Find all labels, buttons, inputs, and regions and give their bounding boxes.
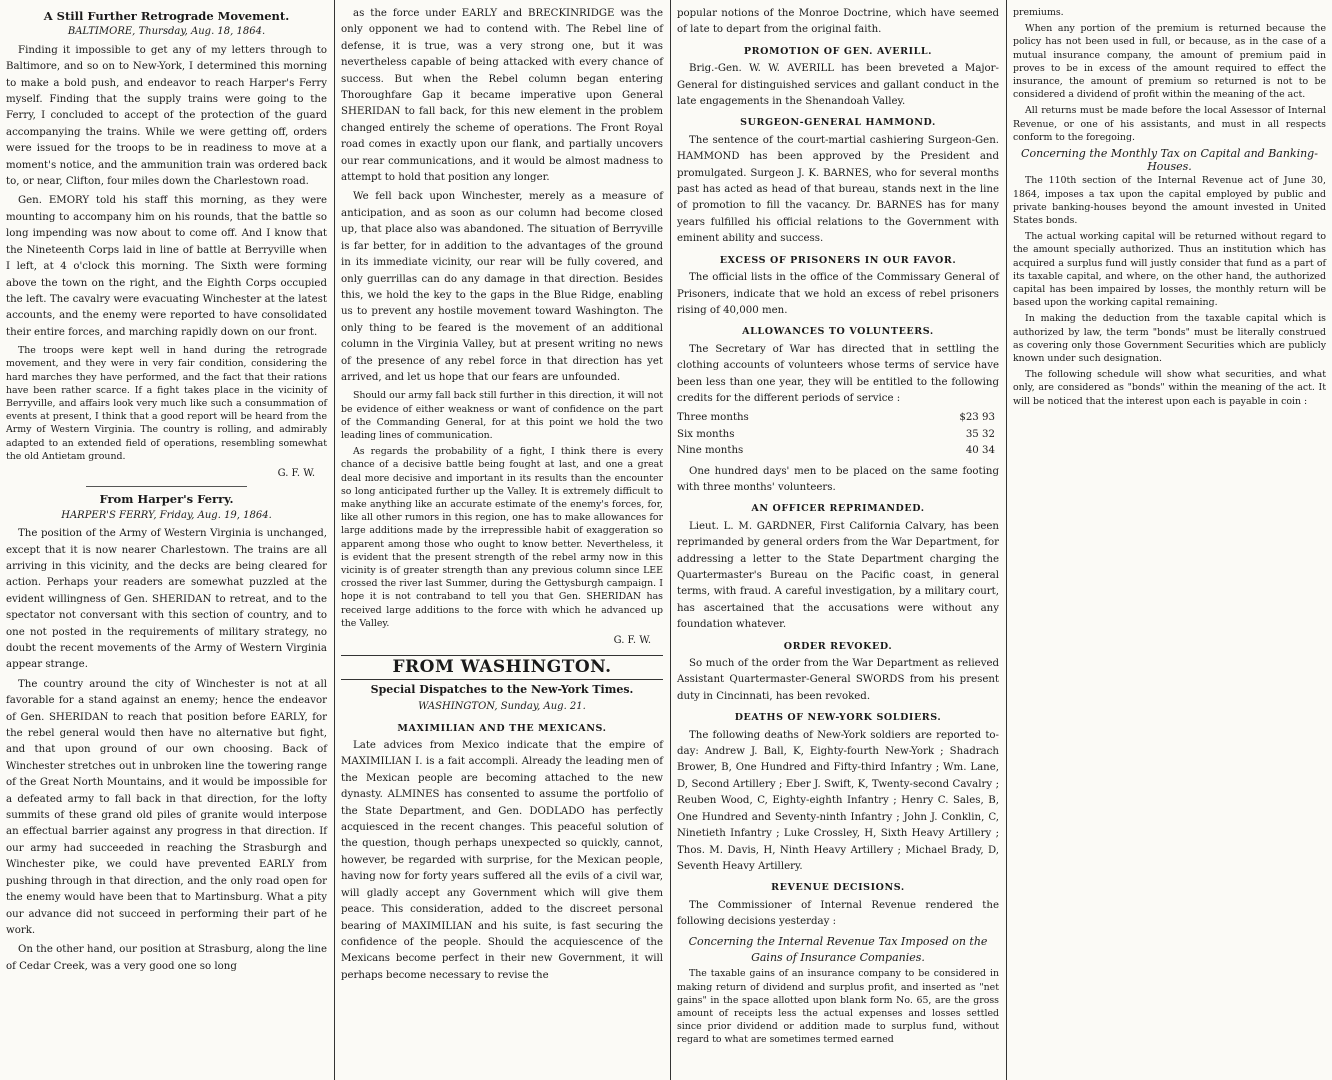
article-headline-retrograde: A Still Further Retrograde Movement. (43, 9, 290, 23)
section-headline-from-washington: FROM WASHINGTON. (341, 655, 663, 679)
paragraph: popular notions of the Monroe Doctrine, which have seemed of late to depart from the original faith. (677, 8, 999, 36)
paragraph: Finding it impossible to get any of my letters through to Baltimore, and so on to New-York, I determined this morning to make a bold push, and endeavor to reach Harper's Ferry myself. Finding that the supply trains were going to the Ferry, I concluded to accept of the protection of the guard accompanying the trains. While we were getting off, orders were issued for the troops to be in readiness to move at a moment's notice, and the ammunition train was ordered back to, or near, Clifton, four miles down the Charlestown road. (6, 44, 327, 188)
column-1 (0, 0, 333, 1080)
dateline-washington: WASHINGTON, Sunday, Aug. 21. (418, 701, 586, 713)
paragraph: Late advices from Mexico indicate that the empire of MAXIMILIAN I. is a fait accompli. Already the leading men of the Mexican people are becoming attached to the new dynasty. ALMINES has consented to assume the portfolio of the State Department, and Gen. DODLADO has perfectly acquiesced in the recent changes. This peaceful solution of the question, though perhaps unexpected so quickly, cannot, however, be regarded with surprise, for the Mexican people, having now for forty years suffered all the evils of a civil war, will gladly accept any Government which will give them peace. This consideration, added to the discreet personal bearing of MAXIMILIAN and his suite, is fast securing the confidence of the people. Should the acquiescence of the Mexicans become perfect in their new Government, it will perhaps become necessary to revise the (341, 740, 663, 981)
paragraph: The position of the Army of Western Virginia is unchanged, except that it is now nearer Charlestown. The trains are all arriving in this vicinity, and the decks are being cleared for action. Perhaps your readers are somewhat puzzled at the evident willingness of Gen. SHERIDAN to retreat, and to the spectator not conversant with this section of country, and to one not posted in the requirements of military strategy, no doubt the recent movements of the Army of Western Virginia appear strange. (6, 528, 327, 671)
signature: G. F. W. (277, 467, 315, 479)
rate-label: Three months (677, 412, 749, 424)
paragraph: As regards the probability of a fight, I think there is every chance of a decisive battle being fought at last, and one a great deal more decisive and important in its results than the encounter so long anticipated further up the Valley. It is extremely difficult to make anything like an accurate estimate of the enemy's forces, for, like all other rumors in this region, one has to make allowances for large additions made by the irrepressible habit of exaggeration so apparent among those who ought to know better. Nevertheless, it is evident that the present strength of the rebel army now in this vicinity is of greater strength than any previous column since LEE crossed the river last Summer, during the Gettysburgh campaign. I hope it is not contraband to tell you that Gen. SHERIDAN has received large additions to the force with which he advanced up the Valley. (341, 446, 663, 629)
paragraph: The sentence of the court-martial cashiering Surgeon-Gen. HAMMOND has been approved by the President and promulgated. Surgeon J. K. BARNES, who for several months past has acted as head of that bureau, stands next in the line of promotion to fill the vacancy. Dr. BARNES has for many years fulfilled his official relations to the Government with eminent ability and success. (677, 134, 999, 245)
section-head-reprimanded: AN OFFICER REPRIMANDED. (751, 503, 925, 515)
rate-label: Nine months (677, 445, 744, 457)
section-head-hammond: SURGEON-GENERAL HAMMOND. (740, 117, 936, 129)
paragraph: All returns must be made before the local Assessor of Internal Revenue, or one of his assistants, and must in all respects conform to the foregoing. (1013, 105, 1326, 143)
paragraph: The country around the city of Winchester is not at all favorable for a stand against an enemy; hence the endeavor of Gen. SHERIDAN to reach that position before EARLY, for the rebel general would then have no alternative but fight, and that upon ground of our own choosing. Back of Winchester stretches out in unbroken line the towering range of the Great North Mountains, and it would be impossible for a defeated army to fall back in that direction, for the lofty summits of these grand old piles of granite would interpose an effectual barrier against any progress in that direction. If our army had succeeded in reaching the Strasburgh and Winchester pike, we could have prevented EARLY from pushing through in that direction, and the only road open for the enemy would have been that to Martinsburg. What a pity our advance did not succeed in performing their part of he work. (6, 678, 327, 936)
paragraph: premiums. (1013, 7, 1064, 18)
section-head-maximilian: MAXIMILIAN AND THE MEXICANS. (397, 722, 607, 734)
rate-row (677, 443, 999, 459)
paragraph: The Secretary of War has directed that in settling the clothing accounts of volunteers whose terms of service have been less than one year, they will be entitled to the following credits for the different periods of service : (677, 343, 999, 404)
paragraph: The official lists in the office of the Commissary General of Prisoners, indicate that we hold an excess of rebel prisoners rising of 40,000 men. (677, 272, 999, 316)
rate-row (677, 410, 999, 426)
allowance-rates-list (677, 410, 999, 459)
divider (86, 486, 247, 487)
paragraph: Should our army fall back still further in this direction, it will not be evidence of either weakness or want of confidence on the part of the Commanding General, for at this point we hold the two leading lines of communication. (341, 390, 663, 441)
dateline-baltimore: BALTIMORE, Thursday, Aug. 18, 1864. (67, 26, 266, 38)
paragraph: The Commissioner of Internal Revenue rendered the following decisions yesterday : (677, 899, 999, 928)
paragraph: The following schedule will show what securities, and what only, are considered as "bonds" within the meaning of the act. It will be noticed that the interest upon each is payable in coin : (1013, 369, 1326, 407)
paragraph: Brig.-Gen. W. W. AVERILL has been breveted a Major-General for distinguished services and gallant conduct in the late engagements in the Shenandoah Valley. (677, 63, 999, 108)
section-head-allowances: ALLOWANCES TO VOLUNTEERS. (742, 326, 934, 338)
section-head-order-revoked: ORDER REVOKED. (783, 640, 893, 652)
paragraph: as the force under EARLY and BRECKINRIDGE was the only opponent we had to contend with. The Rebel line of defense, it is true, was a very strong one, but it was nevertheless capable of being attacked with every chance of success. But when the Rebel column began entering Thoroughfare Gap it became imperative upon General SHERIDAN to fall back, for this new element in the problem changed entirely the scheme of operations. The Front Royal road comes in exactly upon our flank, and partially uncovers our rear communications, and it would be almost madness to attempt to hold that position any longer. (341, 8, 663, 184)
signature: G. F. W. (613, 635, 651, 646)
rate-row (677, 427, 999, 443)
paragraph: When any portion of the premium is returned because the policy has not been used in full, or because, as in the case of a mutual insurance company, the amount of premium paid in proves to be in excess of the amount required to effect the insurance, the amount of premium so returned is not to be considered a dividend of profit within the meaning of the act. (1013, 23, 1326, 101)
paragraph: The taxable gains of an insurance company to be considered in making return of dividend and surplus profit, and inserted as "net gains" in the space allotted upon blank form No. 65, are the gross amount of receipts less the actual expenses and losses settled since prior dividend or addition made to surplus fund, without regard to what are sometimes termed earned (677, 968, 999, 1046)
rate-label: Six months (677, 428, 735, 440)
column-2 (335, 0, 669, 1080)
paragraph: We fell back upon Winchester, merely as a measure of anticipation, and as soon as our column had become closed up, that place also was abandoned. The situation of Berryville is far better, for in addition to the advantages of the ground in its immediate vicinity, our rear will be fully covered, and only guerrillas can do any damage in that direction. Besides this, we hold the key to the gaps in the Blue Ridge, enabling us to prevent any hostile movement toward Washington. The only thing to be feared is the movement of an additional column in the Virginia Valley, but at present writing no news of the presence of any rebel force in that direction has yet arrived, and let us hope that our fears are unfounded. (341, 191, 663, 383)
paragraph: In making the deduction from the taxable capital which is authorized by law, the term "bonds" must be literally construed as covering only those Government Securities which are publicly known under such designation. (1013, 313, 1326, 365)
section-head-averill: PROMOTION OF GEN. AVERILL. (743, 45, 933, 57)
italic-subhead-monthly-tax: Concerning the Monthly Tax on Capital and Banking-Houses. (1021, 147, 1318, 174)
dateline-harpers-ferry: HARPER'S FERRY, Friday, Aug. 19, 1864. (61, 509, 272, 521)
subheadline-special-dispatches: Special Dispatches to the New-York Times. (370, 682, 634, 696)
paragraph: So much of the order from the War Department as relieved Assistant Quartermaster-General SWORDS from his present duty in Cincinnati, has been revoked. (677, 658, 999, 702)
section-head-prisoners: EXCESS OF PRISONERS IN OUR FAVOR. (719, 254, 957, 266)
paragraph: On the other hand, our position at Strasburg, along the line of Cedar Creek, was a very good one so long (6, 944, 327, 972)
section-head-deaths: DEATHS OF NEW-YORK SOLDIERS. (734, 712, 942, 724)
paragraph: Gen. EMORY told his staff this morning, as they were mounting to accompany him on his rounds, that the battle so long impending was now about to come off. And I know that the Nineteenth Corps laid in line of battle at Berryville when I left, at 4 o'clock this morning. The Sixth were forming above the town on the right, and the Eighth Corps occupied the left. The cavalry were evacuating Winchester at the latest accounts, and the enemy were reported to have consolidated their entire forces, and marching rapidly down on our front. (6, 195, 327, 338)
paragraph: The troops were kept well in hand during the retrograde movement, and they were in very fair condition, considering the hard marches they have performed, and the fact that their rations have been rather scarce. If a fight takes place in the vicinity of Berryville, and affairs look very much like such a consummation of events at present, I think that a good report will be heard from the Army of Western Virginia. The country is rolling, and admirably adapted to an extended field of operations, resembling somewhat the old Antietam ground. (6, 345, 327, 462)
paragraph: The following deaths of New-York soldiers are reported to-day: Andrew J. Ball, K, Eighty-fourth New-York ; Shadrach Brower, B, One Hundred and Fifty-third Infantry ; Wm. Lane, D, Second Artillery ; Eber J. Swift, K, Twenty-second Cavalry ; Reuben Wood, C, Eighty-eighth Infantry ; Henry C. Sales, B, One Hundred and Seventy-ninth Infantry ; John J. Conklin, C, Ninetieth Infantry ; Luke Crossley, H, Sixth Heavy Artillery ; Thos. M. Davis, H, Ninth Heavy Artillery ; Michael Brady, D, Seventh Heavy Artillery. (677, 729, 999, 872)
column-4 (1007, 0, 1332, 1080)
column-3 (671, 0, 1005, 1080)
paragraph: The 110th section of the Internal Revenue act of June 30, 1864, imposes a tax upon the capital employed by public and private banking-houses beyond the amount invested in United States bonds. (1013, 175, 1326, 227)
paragraph: The actual working capital will be returned without regard to the amount specially authorized. Thus an institution which has acquired a surplus fund will justly consider that fund as a part of its taxable capital, and where, on the other hand, the authorized capital has been impaired by losses, the monthly return will be based upon the working capital remaining. (1013, 231, 1326, 309)
rate-value: 35 32 (965, 428, 995, 440)
rate-value: 40 34 (965, 445, 995, 457)
rate-value: $23 93 (959, 412, 995, 424)
paragraph: Lieut. L. M. GARDNER, First California Calvary, has been reprimanded by general orders from the War Department, for addressing a letter to the State Department charging the Quartermaster's Bureau on the Pacific coast, in general terms, with fraud. A careful investigation, by a military court, has ascertained that the accusations were without any foundation whatever. (677, 520, 999, 631)
italic-subhead-insurance: Concerning the Internal Revenue Tax Imposed on the Gains of Insurance Companies. (688, 934, 988, 964)
article-headline-harpers-ferry: From Harper's Ferry. (99, 492, 234, 507)
section-head-revenue: REVENUE DECISIONS. (771, 882, 905, 894)
paragraph: One hundred days' men to be placed on the same footing with three months' volunteers. (677, 465, 999, 493)
